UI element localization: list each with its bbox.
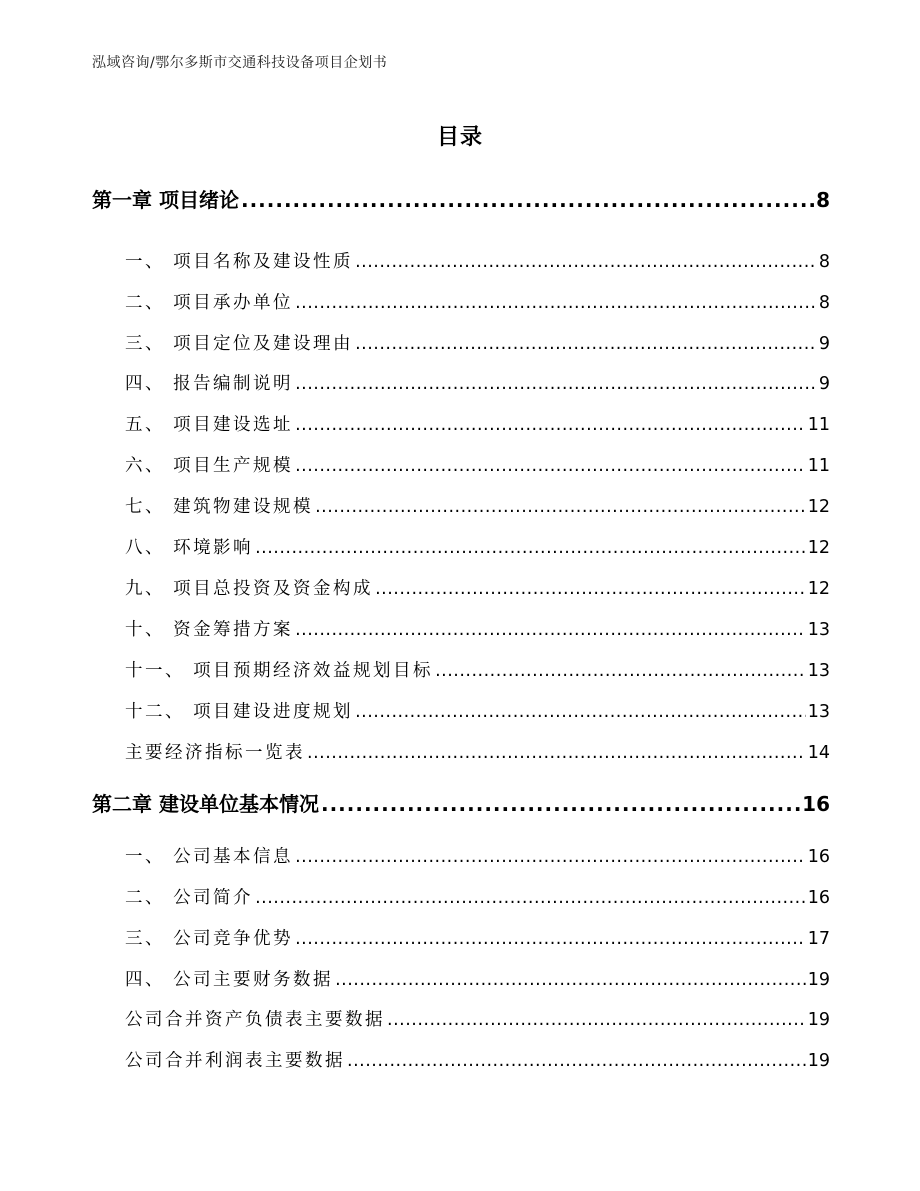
toc-entry-label: 四、 公司主要财务数据 [125, 970, 334, 990]
toc-leader-dots [335, 970, 806, 990]
toc-page-number: 11 [807, 456, 830, 476]
toc-leader-dots [307, 743, 806, 763]
toc-page-number: 16 [802, 792, 830, 816]
toc-entry[interactable] [92, 411, 830, 436]
toc-leader-dots [355, 252, 817, 272]
toc-page-number: 16 [807, 888, 830, 908]
toc-page-number: 19 [807, 970, 830, 990]
header-divider [92, 76, 828, 77]
toc-entry-label: 公司合并资产负债表主要数据 [125, 1010, 385, 1030]
toc-entry-label: 十一、 项目预期经济效益规划目标 [125, 661, 434, 681]
toc-page-number: 9 [818, 374, 830, 394]
toc-entry-label: 三、 公司竞争优势 [125, 929, 294, 949]
toc-entry-label: 十二、 项目建设进度规划 [125, 702, 354, 722]
toc-page-number: 8 [818, 252, 830, 272]
toc-entry[interactable] [92, 1006, 830, 1031]
toc-leader-dots [295, 293, 817, 313]
toc-entry[interactable] [92, 452, 830, 477]
toc-entry[interactable] [92, 925, 830, 950]
toc-entry-label: 一、 项目名称及建设性质 [125, 252, 354, 272]
toc-entry-label: 七、 建筑物建设规模 [125, 497, 314, 517]
toc-page-number: 8 [818, 293, 830, 313]
toc-leader-dots [321, 792, 800, 816]
toc-entry-label: 五、 项目建设选址 [125, 415, 294, 435]
page-header: 泓域咨询/鄂尔多斯市交通科技设备项目企划书 [92, 55, 388, 71]
toc-entry-label: 一、 公司基本信息 [125, 847, 294, 867]
toc-entry[interactable] [92, 739, 830, 764]
toc-page-number: 13 [807, 661, 830, 681]
toc-leader-dots [241, 188, 814, 212]
toc-page-number: 8 [816, 188, 830, 212]
toc-entry[interactable] [92, 493, 830, 518]
toc-entry-label: 十、 资金筹措方案 [125, 620, 294, 640]
toc-entry[interactable] [92, 289, 830, 314]
toc-entry[interactable] [92, 1047, 830, 1072]
toc-page-number: 17 [807, 929, 830, 949]
toc-leader-dots [295, 929, 806, 949]
toc-entry-label: 公司合并利润表主要数据 [125, 1051, 345, 1071]
toc-entry-label: 四、 报告编制说明 [125, 374, 294, 394]
toc-entry-label: 三、 项目定位及建设理由 [125, 334, 354, 354]
toc-chapter-label: 第二章 建设单位基本情况 [92, 792, 319, 816]
toc-chapter-2[interactable] [92, 788, 830, 817]
toc-leader-dots [295, 374, 817, 394]
toc-entry[interactable] [92, 843, 830, 868]
toc-entry-label: 六、 项目生产规模 [125, 456, 294, 476]
toc-chapter-1[interactable] [92, 184, 830, 213]
toc-page-number: 14 [807, 743, 830, 763]
toc-leader-dots [255, 888, 806, 908]
toc-page-number: 12 [807, 538, 830, 558]
toc-leader-dots [375, 579, 806, 599]
toc-entry[interactable] [92, 616, 830, 641]
toc-entry-label: 八、 环境影响 [125, 538, 254, 558]
toc-entry-label: 主要经济指标一览表 [125, 743, 305, 763]
toc-page-number: 11 [807, 415, 830, 435]
toc-chapter-label: 第一章 项目绪论 [92, 188, 239, 212]
toc-page-number: 12 [807, 497, 830, 517]
toc-page-number: 13 [807, 620, 830, 640]
toc-entry[interactable] [92, 884, 830, 909]
toc-entry[interactable] [92, 657, 830, 682]
toc-entry[interactable] [92, 698, 830, 723]
toc-entry[interactable] [92, 330, 830, 355]
toc-page-number: 9 [818, 334, 830, 354]
toc-page-number: 12 [807, 579, 830, 599]
toc-leader-dots [295, 415, 806, 435]
toc-leader-dots [435, 661, 806, 681]
toc-entry-label: 二、 公司简介 [125, 888, 254, 908]
toc-leader-dots [295, 847, 806, 867]
toc-page-number: 16 [807, 847, 830, 867]
toc-entry[interactable] [92, 534, 830, 559]
toc-leader-dots [355, 702, 806, 722]
toc-title: 目录 [436, 125, 483, 150]
toc-leader-dots [347, 1051, 806, 1071]
toc-leader-dots [387, 1010, 806, 1030]
toc-leader-dots [295, 620, 806, 640]
toc-entry[interactable] [92, 370, 830, 395]
toc-entry[interactable] [92, 966, 830, 991]
toc-entry-label: 九、 项目总投资及资金构成 [125, 579, 374, 599]
toc-page-number: 19 [807, 1010, 830, 1030]
toc-page-number: 19 [807, 1051, 830, 1071]
toc-leader-dots [255, 538, 806, 558]
toc-entry-label: 二、 项目承办单位 [125, 293, 294, 313]
toc-entry[interactable] [92, 248, 830, 273]
toc-page-number: 13 [807, 702, 830, 722]
toc-leader-dots [295, 456, 806, 476]
toc-leader-dots [315, 497, 806, 517]
toc-leader-dots [355, 334, 817, 354]
toc-entry[interactable] [92, 575, 830, 600]
